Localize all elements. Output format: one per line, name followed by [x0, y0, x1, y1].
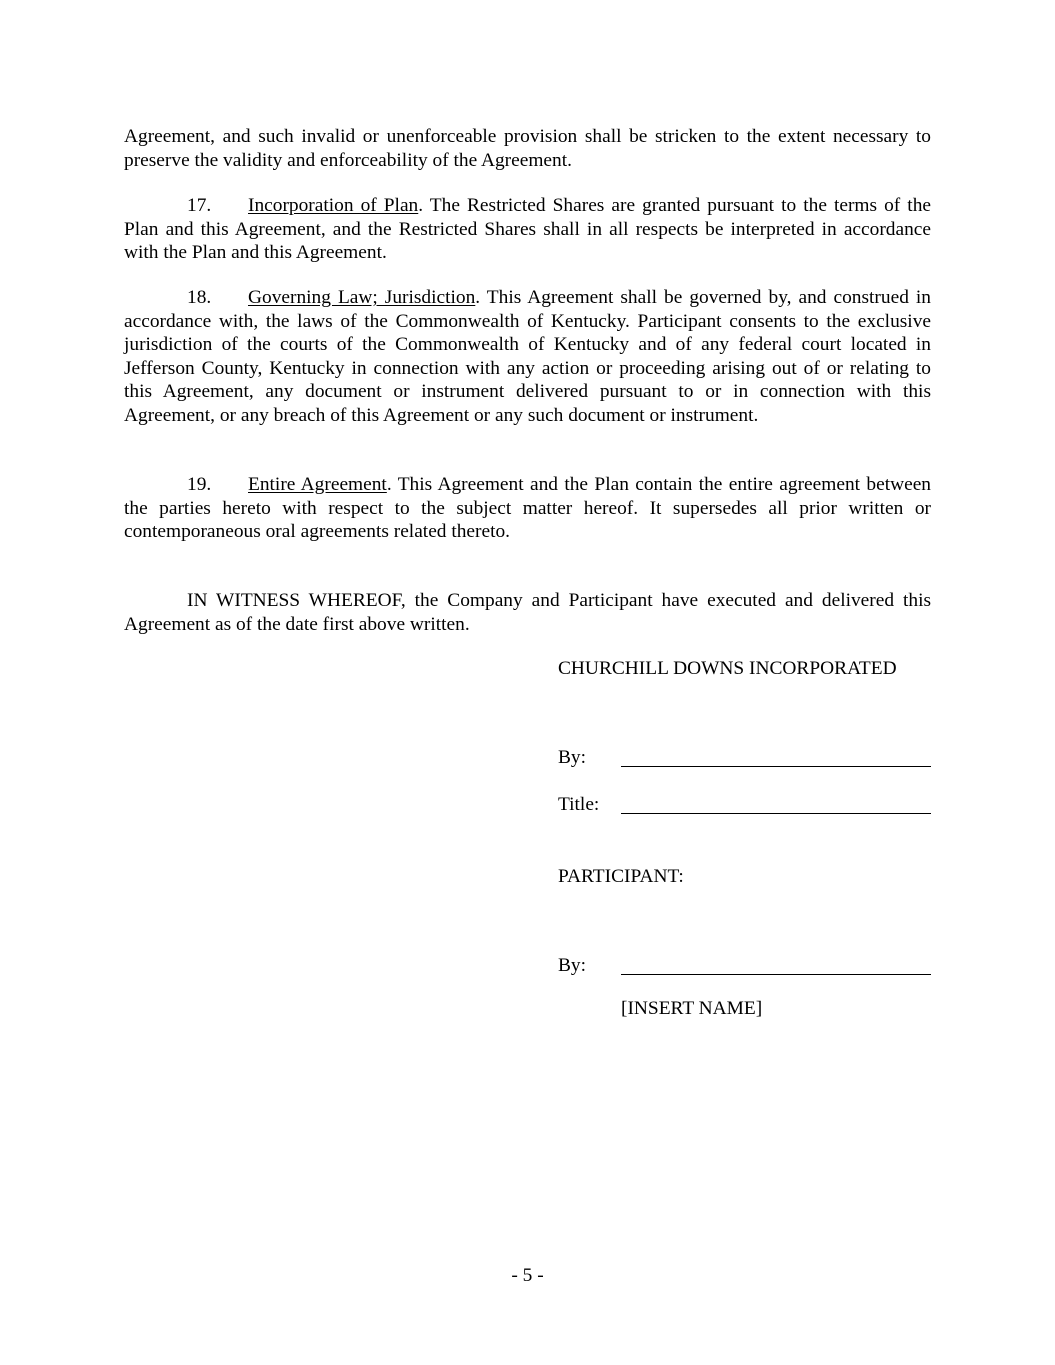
page-number: - 5 - — [511, 1265, 544, 1286]
participant-label: PARTICIPANT: — [558, 866, 684, 887]
company-by-label: By: — [558, 747, 587, 768]
section-18-number: 18. — [187, 287, 212, 308]
section-18-body: . This Agreement shall be governed by, and construed in accordance with, the laws of the Commonwealth of Kentucky. Participant consents to the exclusive jurisdiction of the courts of the Commonwealth of Kentucky and of any federal court located in Jefferson County, Kentucky in connection with any action or proceeding arising out of or relating to this Agreement, any document or instrument delivered pursuant to or in connection with this Agreement, or any breach of this Agreement or any such document or instrument. — [124, 287, 931, 426]
company-signature-line — [621, 766, 931, 767]
section-17-body: . The Restricted Shares are granted pursuant to the terms of the Plan and this Agreement, and the Restricted Shares shall in all respects be interpreted in accordance with the Plan and this Agreement. — [124, 195, 931, 264]
section-19-body: . This Agreement and the Plan contain the entire agreement between the parties hereto with respect to the subject matter hereof. It supersedes all prior written or contemporaneous oral agreements related thereto. — [124, 474, 931, 543]
company-name: CHURCHILL DOWNS INCORPORATED — [558, 658, 897, 679]
section-18-heading: Governing Law; Jurisdiction — [248, 287, 476, 308]
section-17-heading: Incorporation of Plan — [248, 195, 419, 216]
section-19-paragraph — [124, 473, 931, 544]
continuation-paragraph: Agreement, and such invalid or unenforceable provision shall be stricken to the extent necessary to preserve the validity and enforceability of the Agreement. — [124, 126, 931, 171]
company-title-line — [621, 813, 931, 814]
section-17-paragraph — [124, 194, 931, 265]
section-19-heading: Entire Agreement — [248, 474, 387, 495]
participant-signature-line — [621, 974, 931, 975]
section-19-number: 19. — [187, 474, 212, 495]
participant-by-label: By: — [558, 955, 587, 976]
participant-name-placeholder: [INSERT NAME] — [621, 998, 763, 1019]
section-17-number: 17. — [187, 195, 212, 216]
company-title-label: Title: — [558, 794, 600, 815]
witness-paragraph: IN WITNESS WHEREOF, the Company and Participant have executed and delivered this Agreement as of the date first above written. — [124, 590, 931, 635]
section-18-paragraph — [124, 286, 931, 428]
